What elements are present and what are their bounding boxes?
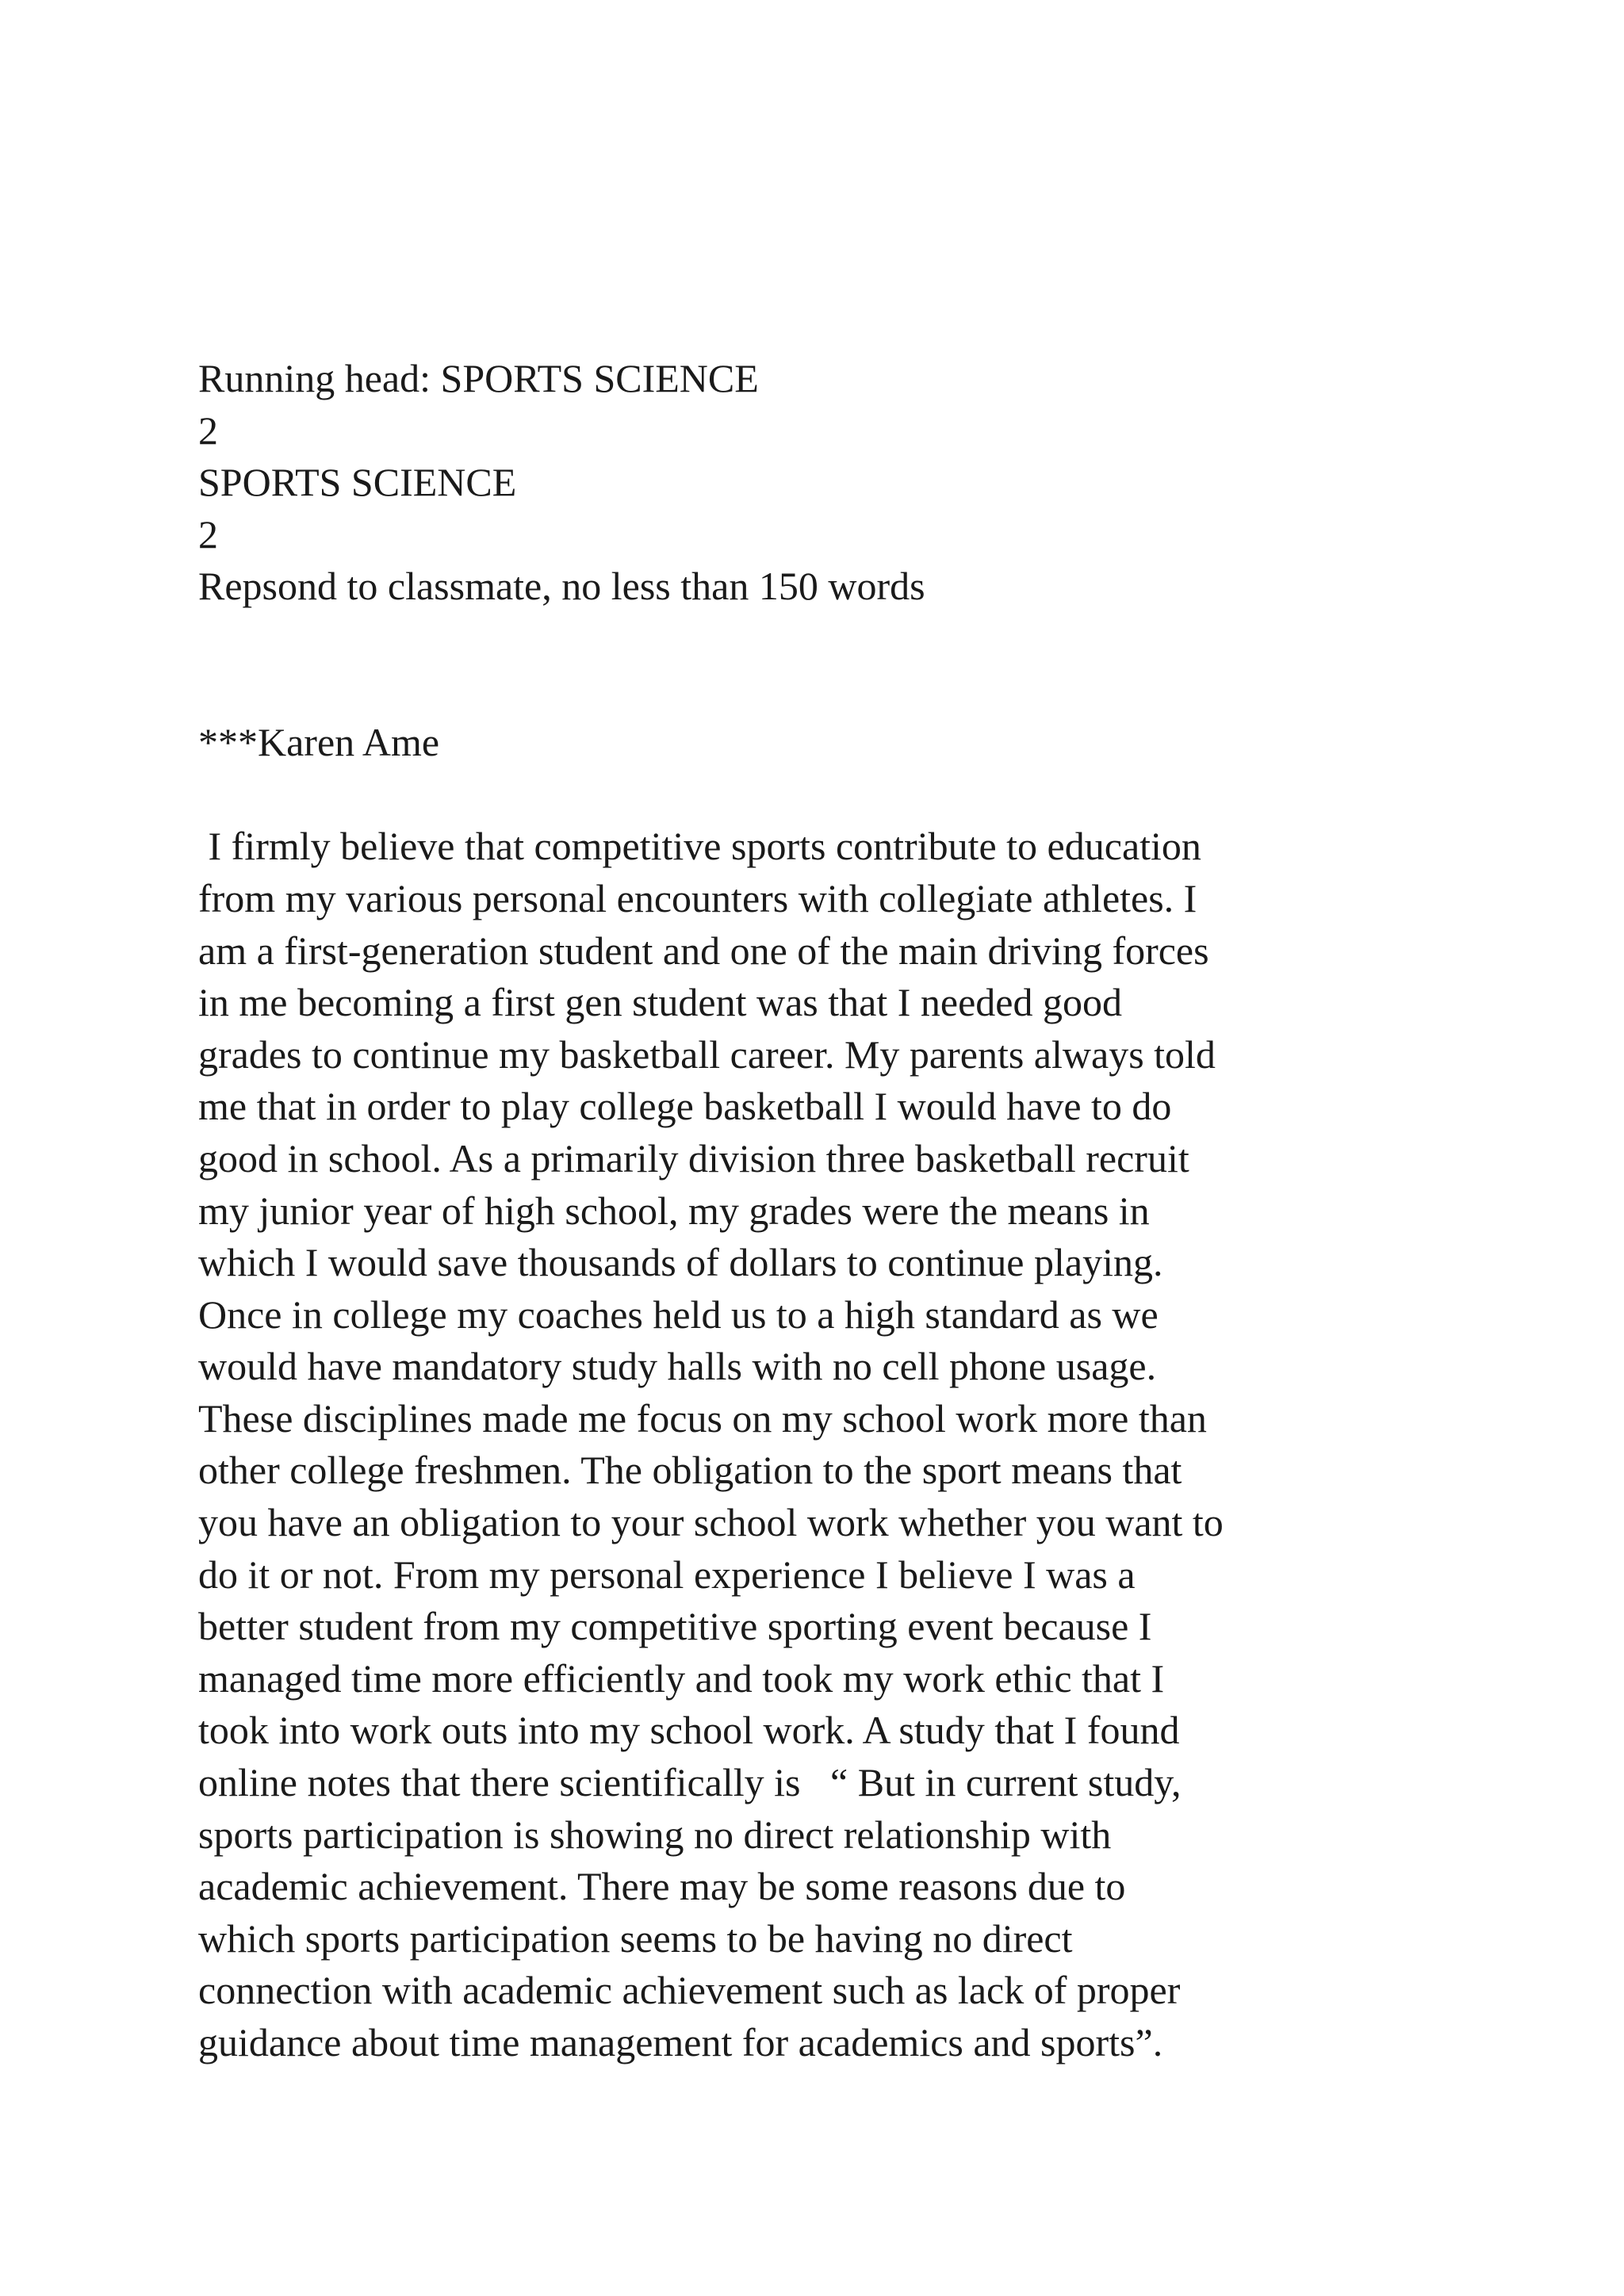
author-name: ***Karen Ame (198, 720, 440, 765)
paragraph-line: sports participation is showing no direct relationship with (198, 1812, 1112, 1857)
blank-line (198, 769, 1530, 821)
paragraph-line: from my various personal encounters with collegiate athletes. I (198, 875, 1197, 920)
paragraph-line: do it or not. From my personal experience I believe I was a (198, 1552, 1136, 1597)
page-number: 2 (198, 408, 218, 453)
document-content (198, 353, 1530, 2069)
body-paragraph (198, 821, 1530, 2068)
paragraph-line: These disciplines made me focus on my school work more than (198, 1395, 1207, 1441)
paragraph-line: in me becoming a first gen student was that I needed good (198, 980, 1122, 1025)
blank-line (198, 665, 1530, 718)
assignment-prompt: Repsond to classmate, no less than 150 words (198, 564, 925, 609)
page-number-repeat: 2 (198, 511, 218, 557)
paragraph-line: online notes that there scientifically is “ But in current study, (198, 1760, 1182, 1805)
paragraph-line: am a first-generation student and one of the main driving forces (198, 928, 1209, 973)
paragraph-line: me that in order to play college basketball I would have to do (198, 1084, 1172, 1129)
paragraph-line: managed time more efficiently and took my work ethic that I (198, 1655, 1165, 1701)
paragraph-line: guidance about time management for academics and sports”. (198, 2020, 1163, 2064)
paragraph-line: you have an obligation to your school work whether you want to (198, 1500, 1224, 1545)
paragraph-line: I firmly believe that competitive sports contribute to education (198, 824, 1201, 869)
paragraph-line: grades to continue my basketball career. My parents always told (198, 1031, 1216, 1077)
short-title: SPORTS SCIENCE (198, 460, 517, 505)
paragraph-line: Once in college my coaches held us to a high standard as we (198, 1292, 1159, 1337)
paragraph-line: took into work outs into my school work. A study that I found (198, 1708, 1180, 1753)
paragraph-line: other college freshmen. The obligation to the sport means that (198, 1448, 1182, 1493)
running-head: Running head: SPORTS SCIENCE (198, 356, 759, 400)
paragraph-line: my junior year of high school, my grades were the means in (198, 1188, 1150, 1233)
paragraph-line: better student from my competitive sporting event because I (198, 1604, 1152, 1649)
paragraph-line: which I would save thousands of dollars to continue playing. (198, 1240, 1163, 1285)
paragraph-line: good in school. As a primarily division three basketball recruit (198, 1135, 1189, 1181)
paragraph-line: would have mandatory study halls with no cell phone usage. (198, 1344, 1157, 1389)
paragraph-line: which sports participation seems to be having no direct (198, 1915, 1073, 1961)
paragraph-line: connection with academic achievement such as lack of proper (198, 1968, 1181, 2013)
paragraph-line: academic achievement. There may be some reasons due to (198, 1864, 1126, 1909)
blank-line (198, 613, 1530, 665)
